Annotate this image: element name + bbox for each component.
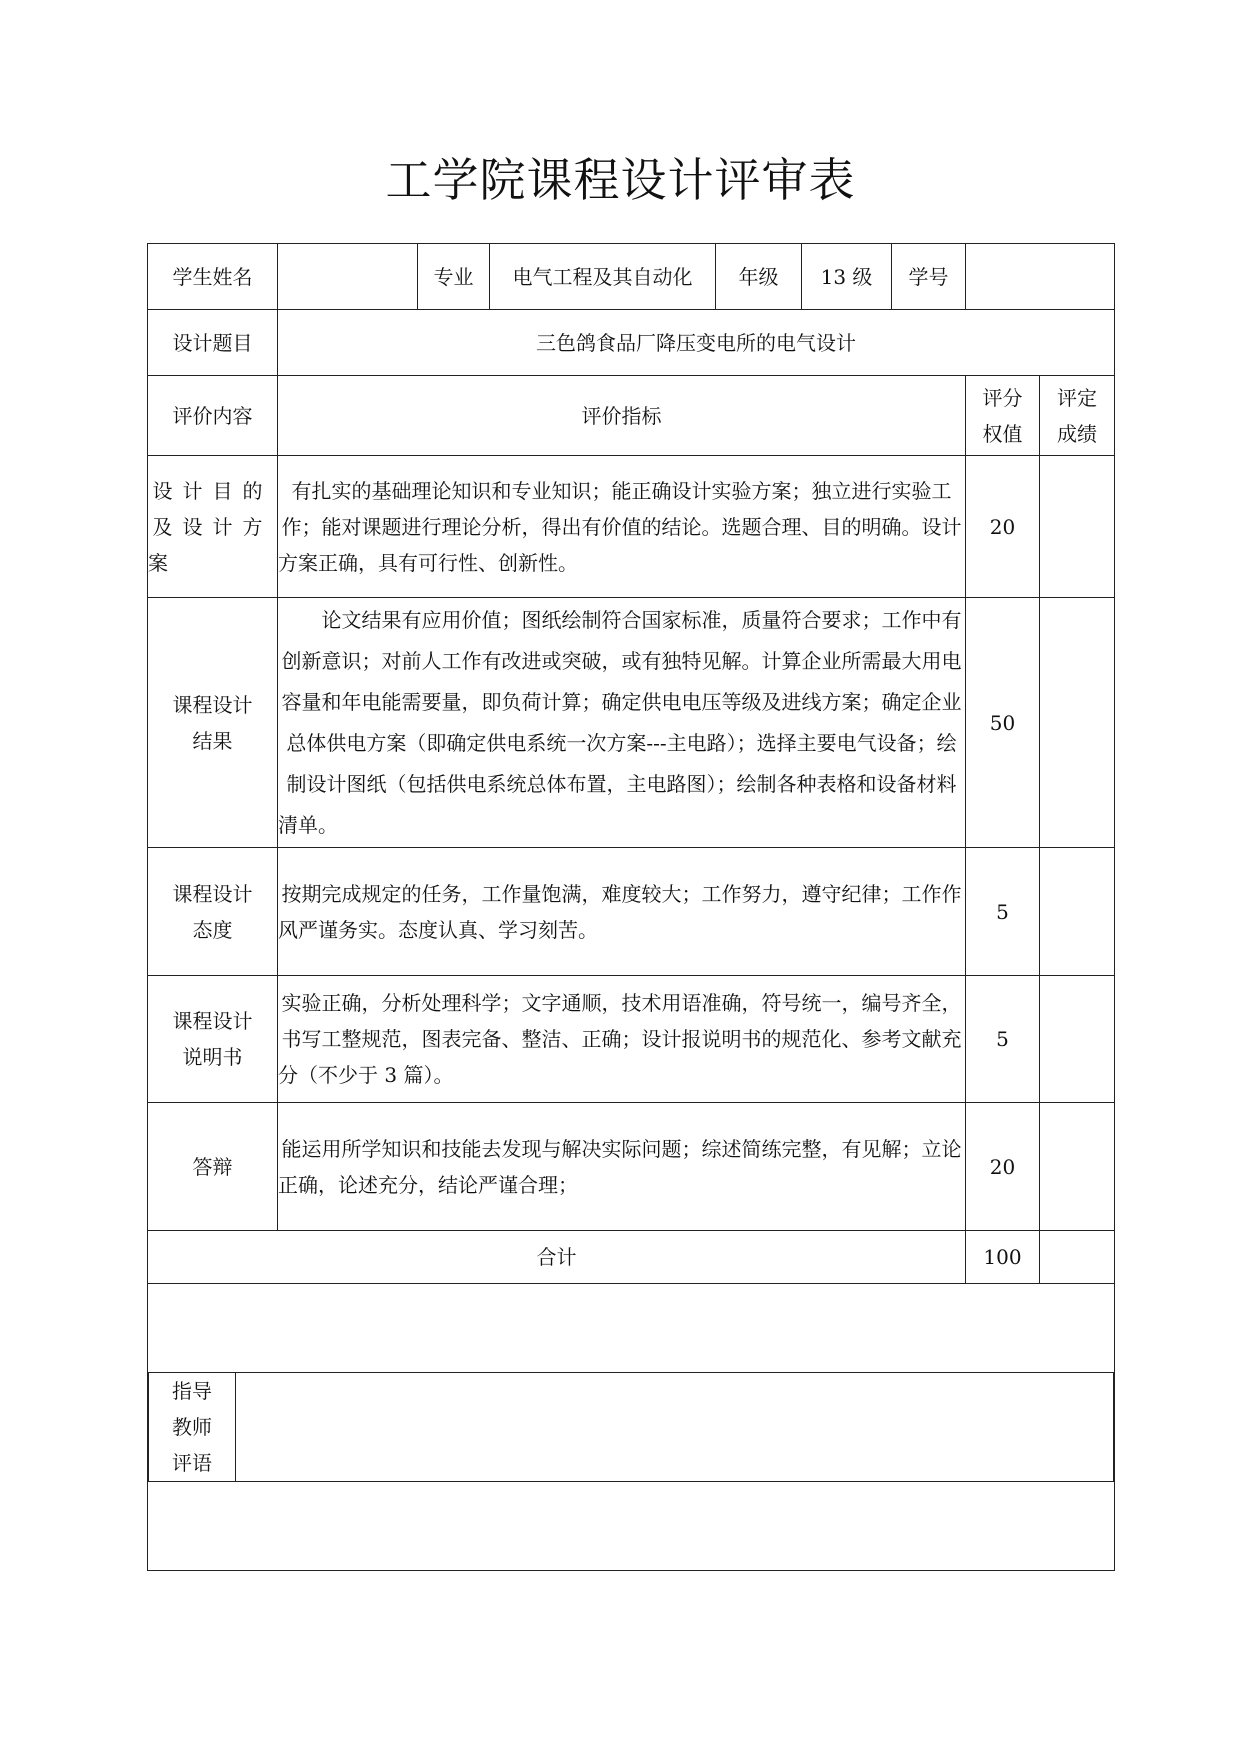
student-name-field[interactable] — [278, 244, 418, 310]
row-score[interactable] — [1040, 598, 1115, 848]
row-content — [148, 848, 278, 976]
total-score[interactable] — [1040, 1231, 1115, 1284]
row-criteria: 能运用所学知识和技能去发现与解决实际问题；综述简练完整，有见解；立论正确，论述充分，结论严谨合理； — [278, 1103, 966, 1231]
row-weight: 5 — [966, 976, 1040, 1103]
major-value: 电气工程及其自动化 — [490, 244, 716, 310]
total-row — [148, 1231, 1115, 1284]
row-score[interactable] — [1040, 1103, 1115, 1231]
row-score[interactable] — [1040, 976, 1115, 1103]
column-header-row — [148, 376, 1115, 456]
row-content: 答辩 — [148, 1103, 278, 1231]
form-title: 工学院课程设计评审表 — [385, 153, 856, 207]
row-weight: 50 — [966, 598, 1040, 848]
comments-label-line3: 评语 — [172, 1451, 212, 1475]
student-id-field[interactable] — [966, 244, 1115, 310]
row-criteria: 按期完成规定的任务，工作量饱满，难度较大；工作努力，遵守纪律；工作作风严谨务实。态度认真、学习刻苦。 — [278, 848, 966, 976]
criteria-row — [148, 848, 1115, 976]
row-weight: 5 — [966, 848, 1040, 976]
grade-label: 年级 — [716, 244, 802, 310]
comments-inner-table — [148, 1372, 1114, 1482]
content-column-header: 评价内容 — [148, 376, 278, 456]
row-content: 设计目的及设计方案 — [148, 456, 278, 598]
topic-label: 设计题目 — [148, 310, 278, 376]
score-header-line1: 评定 — [1057, 385, 1097, 410]
row-score[interactable] — [1040, 848, 1115, 976]
row-criteria: 有扎实的基础理论知识和专业知识；能正确设计实验方案；独立进行实验工作；能对课题进行理论分析，得出有价值的结论。选题合理、目的明确。设计方案正确，具有可行性、创新性。 — [278, 456, 966, 598]
row-score[interactable] — [1040, 456, 1115, 598]
student-name-label: 学生姓名 — [148, 244, 278, 310]
row-content — [148, 976, 278, 1103]
row-content-line2: 结果 — [192, 728, 233, 753]
score-column-header — [1040, 376, 1115, 456]
comments-cell — [148, 1284, 1115, 1571]
row-weight: 20 — [966, 456, 1040, 598]
row-weight: 20 — [966, 1103, 1040, 1231]
criteria-row — [148, 1103, 1115, 1231]
major-label: 专业 — [418, 244, 490, 310]
row-content-line2: 说明书 — [182, 1045, 243, 1069]
total-label: 合计 — [148, 1231, 966, 1284]
row-criteria: 论文结果有应用价值；图纸绘制符合国家标准，质量符合要求；工作中有创新意识；对前人工作有改进或突破，或有独特见解。计算企业所需最大用电容量和年电能需要量，即负荷计算；确定供电电压等级及进线方案；确定企业总体供电方案（即确定供电系统一次方案---主电路）；选择主要电气设备；绘制设计图纸（包括供电系统总体布置，主电路图）；绘制各种表格和设备材料清单。 — [278, 598, 966, 848]
comments-row — [148, 1284, 1115, 1571]
comments-label-line1: 指导 — [172, 1379, 212, 1403]
comments-label-line2: 教师 — [172, 1415, 212, 1439]
criteria-column-header: 评价指标 — [278, 376, 966, 456]
total-weight: 100 — [966, 1231, 1040, 1284]
row-content — [148, 598, 278, 848]
row-content-line1: 课程设计 — [172, 1009, 253, 1033]
review-form-table — [147, 243, 1115, 1571]
weight-header-line1: 评分 — [982, 385, 1023, 410]
criteria-row — [148, 456, 1115, 598]
row-criteria: 实验正确，分析处理科学；文字通顺，技术用语准确，符号统一，编号齐全，书写工整规范，图表完备、整洁、正确；设计报说明书的规范化、参考文献充分（不少于 3 篇）。 — [278, 976, 966, 1103]
topic-value: 三色鸽食品厂降压变电所的电气设计 — [278, 310, 1115, 376]
criteria-row — [148, 976, 1115, 1103]
grade-value: 13 级 — [802, 244, 892, 310]
weight-header-line2: 权值 — [982, 421, 1023, 446]
comments-label — [149, 1373, 236, 1482]
weight-column-header — [966, 376, 1040, 456]
topic-row — [148, 310, 1115, 376]
student-id-label: 学号 — [892, 244, 966, 310]
row-content-line1: 课程设计 — [172, 881, 253, 906]
comments-field[interactable] — [236, 1373, 1114, 1482]
student-info-row — [148, 244, 1115, 310]
row-content-line1: 课程设计 — [172, 692, 253, 717]
row-content-line2: 态度 — [192, 917, 233, 942]
criteria-row — [148, 598, 1115, 848]
score-header-line2: 成绩 — [1057, 421, 1097, 446]
